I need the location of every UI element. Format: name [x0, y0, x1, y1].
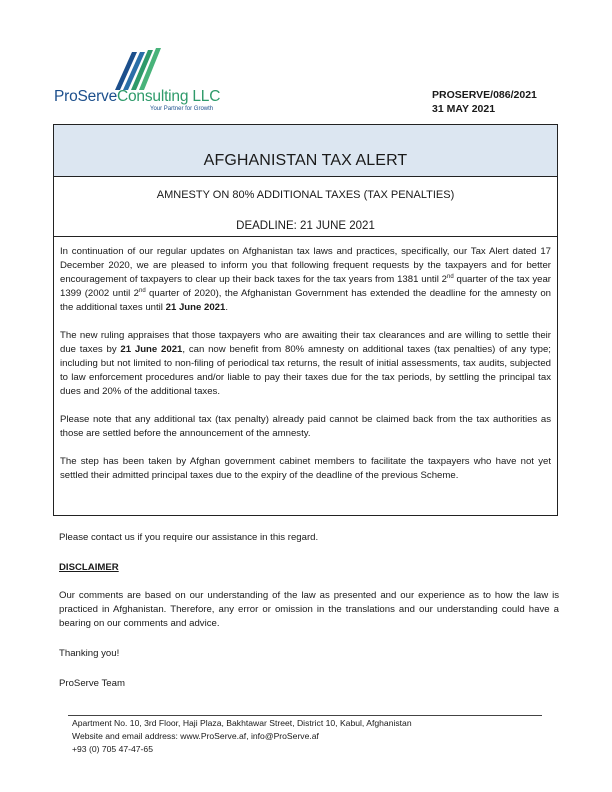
- paragraph-4: The step has been taken by Afghan government cabinet members to facilitate the taxpayers who have not yet settled their admitted principal taxes due to the expiry of the deadline of the previous Scheme.: [60, 456, 551, 481]
- closing-thanks: Thanking you!: [59, 648, 120, 659]
- footer: [72, 717, 412, 756]
- company-name: ProServeConsulting LLC: [54, 88, 221, 105]
- contact-note: Please contact us if you require our assistance in this regard.: [59, 532, 319, 543]
- email-link[interactable]: info@ProServe.af: [250, 731, 319, 741]
- paragraph-3: Please note that any additional tax (tax penalty) already paid cannot be claimed back from the tax authorities as those are settled before the announcement of the amnesty.: [60, 414, 551, 439]
- alert-deadline: DEADLINE: 21 JUNE 2021: [236, 220, 375, 232]
- company-tagline: Your Partner for Growth: [150, 106, 214, 112]
- stripes-logo-icon: [112, 44, 162, 92]
- alert-header: [54, 125, 557, 177]
- alert-body: [54, 237, 557, 483]
- disclaimer-text: Our comments are based on our understanding of the law as presented and our experience as to how the law is practiced in Afghanistan. Therefore, any error or omission in the translations and our understanding could have a bearing on our comments and advice.: [59, 590, 559, 629]
- footer-divider: [68, 715, 542, 716]
- website-link[interactable]: www.ProServe.af: [180, 731, 247, 741]
- alert-title: AFGHANISTAN TAX ALERT: [203, 152, 408, 169]
- footer-web-email: Website and email address: www.ProServe.af, info@ProServe.af: [72, 731, 319, 741]
- footer-address: Apartment No. 10, 3rd Floor, Haji Plaza, Bakhtawar Street, District 10, Kabul, Afghanistan: [72, 718, 412, 728]
- closing-signature: ProServe Team: [59, 678, 125, 689]
- footer-phone: +93 (0) 705 47-47-65: [72, 744, 153, 754]
- reference-date: 31 MAY 2021: [432, 103, 496, 115]
- alert-box: [53, 124, 558, 516]
- alert-subtitle: AMNESTY ON 80% ADDITIONAL TAXES (TAX PENALTIES): [156, 189, 455, 201]
- company-logo: [54, 44, 224, 120]
- disclaimer-heading: DISCLAIMER: [59, 562, 119, 573]
- reference-number: PROSERVE/086/2021: [432, 89, 537, 101]
- reference-block: [432, 88, 537, 116]
- paragraph-1: In continuation of our regular updates on Afghanistan tax laws and practices, specifically, our Tax Alert dated 17 December 2020, we are pleased to inform you that following frequent requests by the taxpayers and for better encouragement of taxpayers to clear up their back taxes for the tax years from 1381 until 2nd quarter of the tax year 1399 (2002 until 2nd quarter of 2020), the Afghanistan Government has extended the deadline for the amnesty on the additional taxes until 21 June 2021.: [60, 246, 552, 313]
- paragraph-2: The new ruling appraises that those taxpayers who are awaiting their tax clearances and are willing to settle their due taxes by 21 June 2021, can now benefit from 80% amnesty on additional taxes (tax penalties) of any type; including but not limited to non-filing of periodical tax returns, the result of initial assessments, tax audits, subjected to law enforcement procedures and/or liable to pay their taxes due for the tax periods, by settling the principal tax dues and 20% of the additional taxes.: [60, 330, 551, 397]
- alert-subheader: [54, 177, 557, 237]
